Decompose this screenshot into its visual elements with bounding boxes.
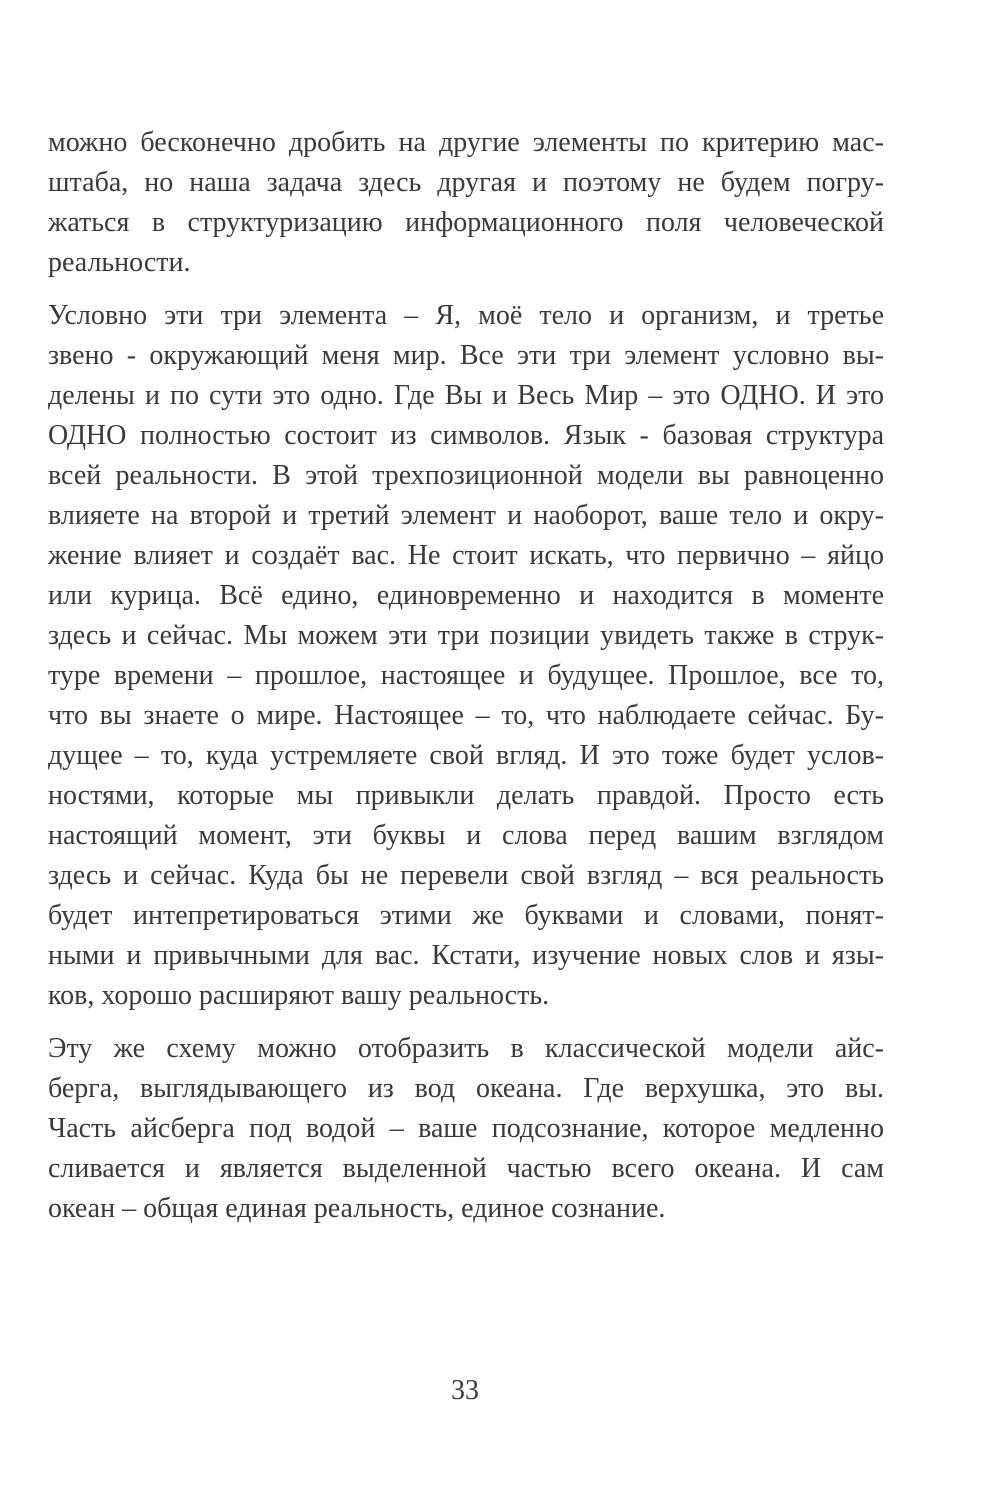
text-line: ными и привычными для вас. Кстати, изучение новых слов и язы- bbox=[48, 940, 884, 971]
paragraph-2 bbox=[48, 296, 884, 1016]
paragraph-1 bbox=[48, 123, 884, 283]
text-line: жаться в структуризацию информационного поля человеческой bbox=[48, 207, 884, 238]
text-line: ностями, которые мы привыкли делать правдой. Просто есть bbox=[48, 780, 884, 811]
text-line: здесь и сейчас. Мы можем эти три позиции увидеть также в струк- bbox=[48, 620, 884, 651]
text-line: океан – общая единая реальность, единое сознание. bbox=[48, 1193, 666, 1224]
text-line: настоящий момент, эти буквы и слова перед вашим взглядом bbox=[48, 820, 884, 851]
text-line: туре времени – прошлое, настоящее и будущее. Прошлое, все то, bbox=[48, 660, 884, 691]
text-line: здесь и сейчас. Куда бы не перевели свой взгляд – вся реальность bbox=[48, 860, 884, 891]
page-number: 33 bbox=[451, 1375, 479, 1406]
text-line: делены и по сути это одно. Где Вы и Весь Мир – это ОДНО. И это bbox=[48, 380, 884, 411]
text-line: штаба, но наша задача здесь другая и поэтому не будем погру- bbox=[48, 167, 884, 198]
text-line: можно бесконечно дробить на другие элементы по критерию мас- bbox=[48, 127, 884, 158]
text-line: звено - окружающий меня мир. Все эти три элемент условно вы- bbox=[48, 340, 884, 371]
paragraph-3 bbox=[48, 1029, 884, 1229]
text-line: Часть айсберга под водой – ваше подсознание, которое медленно bbox=[48, 1113, 884, 1144]
text-line: что вы знаете о мире. Настоящее – то, что наблюдаете сейчас. Бу- bbox=[48, 700, 884, 731]
text-line: жение влияет и создаёт вас. Не стоит искать, что первично – яйцо bbox=[48, 540, 884, 571]
text-line: или курица. Всё едино, единовременно и находится в моменте bbox=[48, 580, 884, 611]
text-line: сливается и является выделенной частью всего океана. И сам bbox=[48, 1153, 884, 1184]
text-line: всей реальности. В этой трехпозиционной модели вы равноценно bbox=[48, 460, 884, 491]
body-text bbox=[48, 123, 884, 1229]
text-line: ОДНО полностью состоит из символов. Язык - базовая структура bbox=[48, 420, 884, 451]
text-line: дущее – то, куда устремляете свой вгляд. И это тоже будет услов- bbox=[48, 740, 884, 771]
text-line: будет интепретироваться этими же буквами и словами, понят- bbox=[48, 900, 884, 931]
text-line: берга, выглядывающего из вод океана. Где верхушка, это вы. bbox=[48, 1073, 884, 1104]
text-line: ков, хорошо расширяют вашу реальность. bbox=[48, 980, 550, 1011]
text-line: Эту же схему можно отобразить в классической модели айс- bbox=[48, 1033, 884, 1064]
text-line: влияете на второй и третий элемент и наоборот, ваше тело и окру- bbox=[48, 500, 884, 531]
text-line: реальности. bbox=[48, 247, 191, 278]
text-line: Условно эти три элемента – Я, моё тело и организм, и третье bbox=[48, 300, 884, 331]
